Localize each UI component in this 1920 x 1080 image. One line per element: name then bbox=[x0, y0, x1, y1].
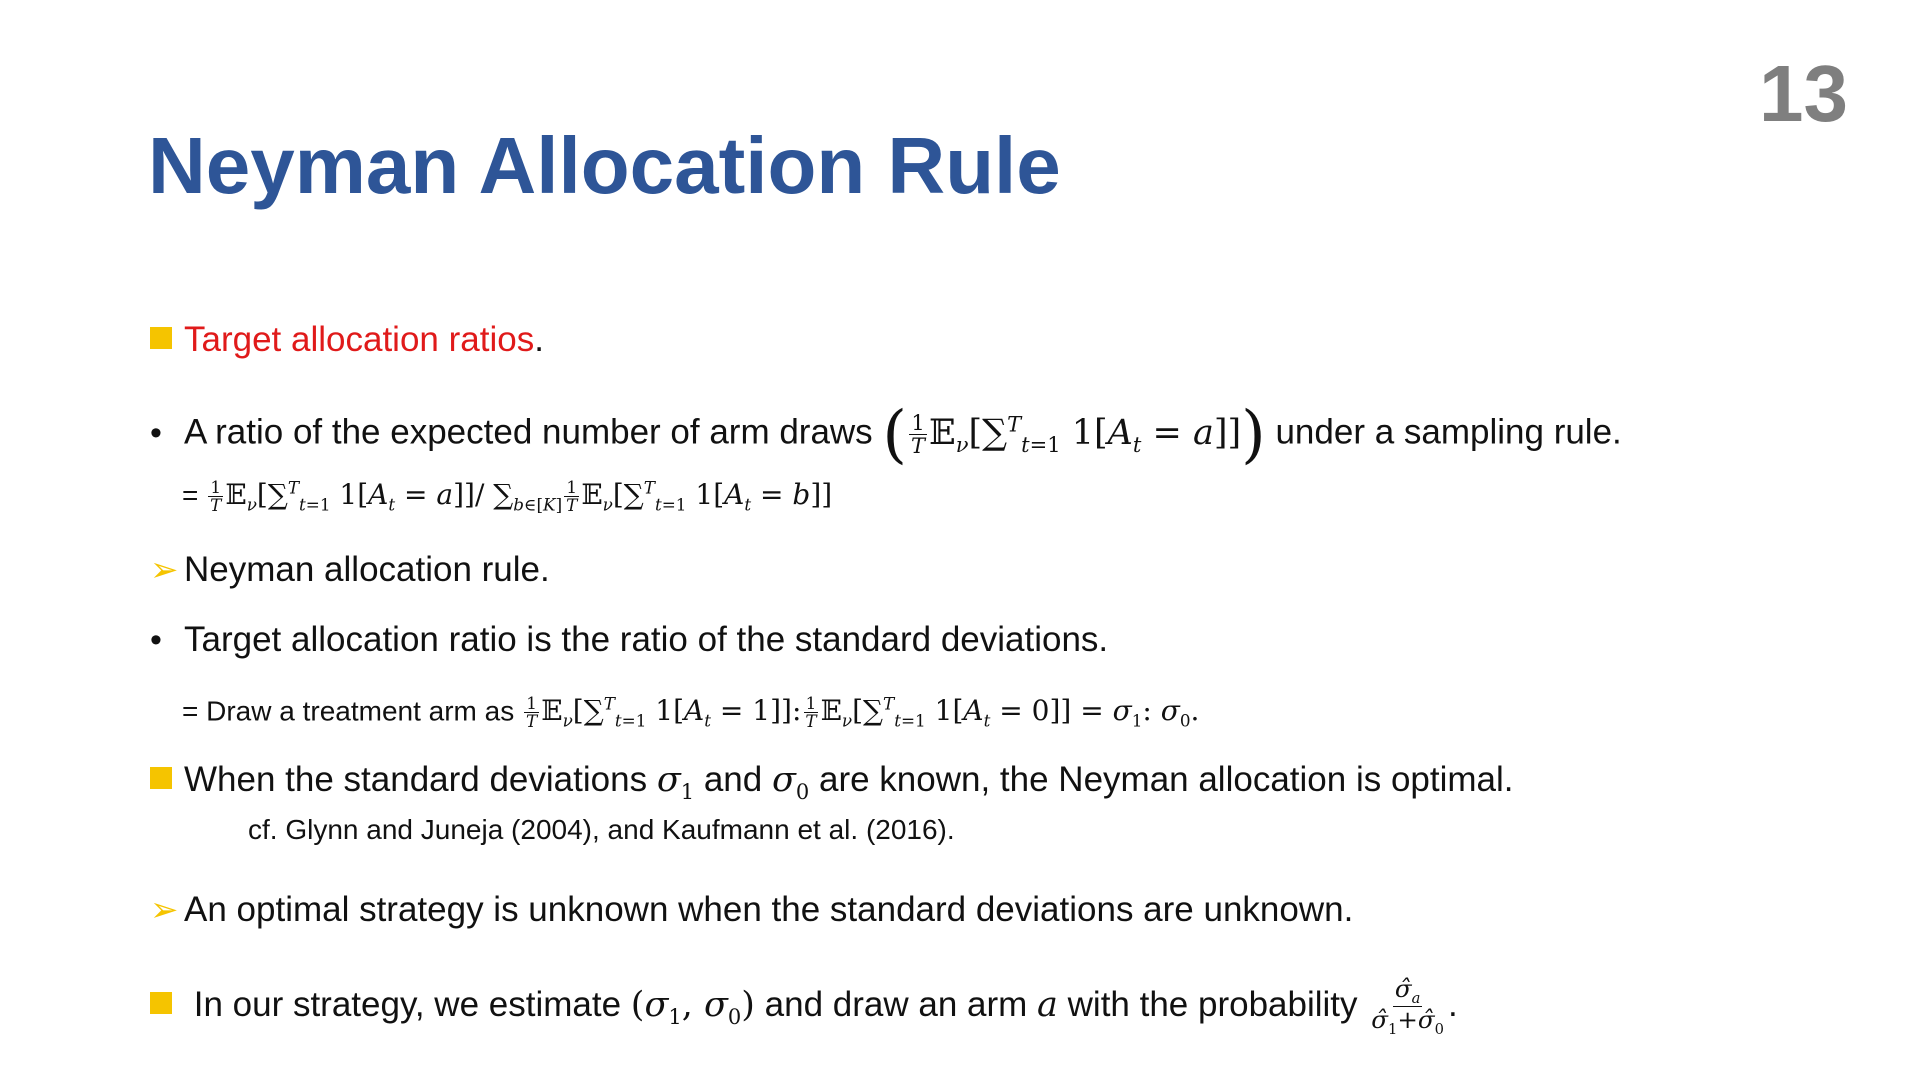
bullet-std-ratio: • Target allocation ratio is the ratio of the standard deviations. bbox=[150, 618, 1108, 662]
page-number: 13 bbox=[1759, 49, 1848, 138]
bullet-target-allocation: Target allocation ratios. bbox=[150, 318, 544, 362]
bullet-ratio-definition: • A ratio of the expected number of arm draws ( $\frac{1}{T}$ 𝔼$_\nu$[∑$^T_{t=1}$ $1[A_t = a]$]) under a sampling rule. bbox=[150, 397, 1622, 471]
yellow-arrow-icon: ➢ bbox=[150, 891, 179, 929]
bullet-neyman-rule: ➢ Neyman allocation rule. bbox=[150, 548, 550, 592]
bullet-known-std: When the standard deviations $\sigma_1$ and $\sigma_0$ are known, the Neyman allocation is optimal. bbox=[150, 758, 1514, 814]
yellow-square-icon bbox=[150, 767, 172, 789]
bullet-unknown-std: ➢ An optimal strategy is unknown when the standard deviations are unknown. bbox=[150, 888, 1353, 932]
dot-icon: • bbox=[150, 413, 162, 452]
yellow-square-icon bbox=[150, 992, 172, 1014]
std-ratio-equation: = Draw a treatment arm as $\frac{1}{T}$ 𝔼$_\nu$[∑$^T_{t=1}$ $1[A_t = 1]$]: $\frac{1}{T}$ 𝔼$_\nu$[∑$^T_{t=1}$ $1[A_t = 0]] = \sigma_1$: $\sigma_0$. bbox=[182, 692, 1200, 732]
reference-citation: cf. Glynn and Juneja (2004), and Kaufmann et al. (2016). bbox=[248, 814, 955, 845]
bullet-our-strategy: In our strategy, we estimate ($\sigma_1$, $\sigma_0$) and draw an arm a with the probability $\frac{\sigmâ_a}{\sigmâ_1+\sigmâ_0}$ . bbox=[150, 976, 1458, 1039]
slide-title: Neyman Allocation Rule bbox=[148, 121, 1061, 210]
ratio-equation: = $\frac{1}{T}$ 𝔼$_\nu$[∑$^T_{t=1}$ $1[A_t = a]]/$ $\sum_{b\in[K]}$ $\frac{1}{T}$ 𝔼$_\nu$[∑$^T_{t=1}$ $1[A_t = b]$] bbox=[182, 476, 833, 516]
dot-icon: • bbox=[150, 621, 162, 659]
yellow-arrow-icon: ➢ bbox=[150, 551, 179, 589]
yellow-square-icon bbox=[150, 327, 172, 349]
